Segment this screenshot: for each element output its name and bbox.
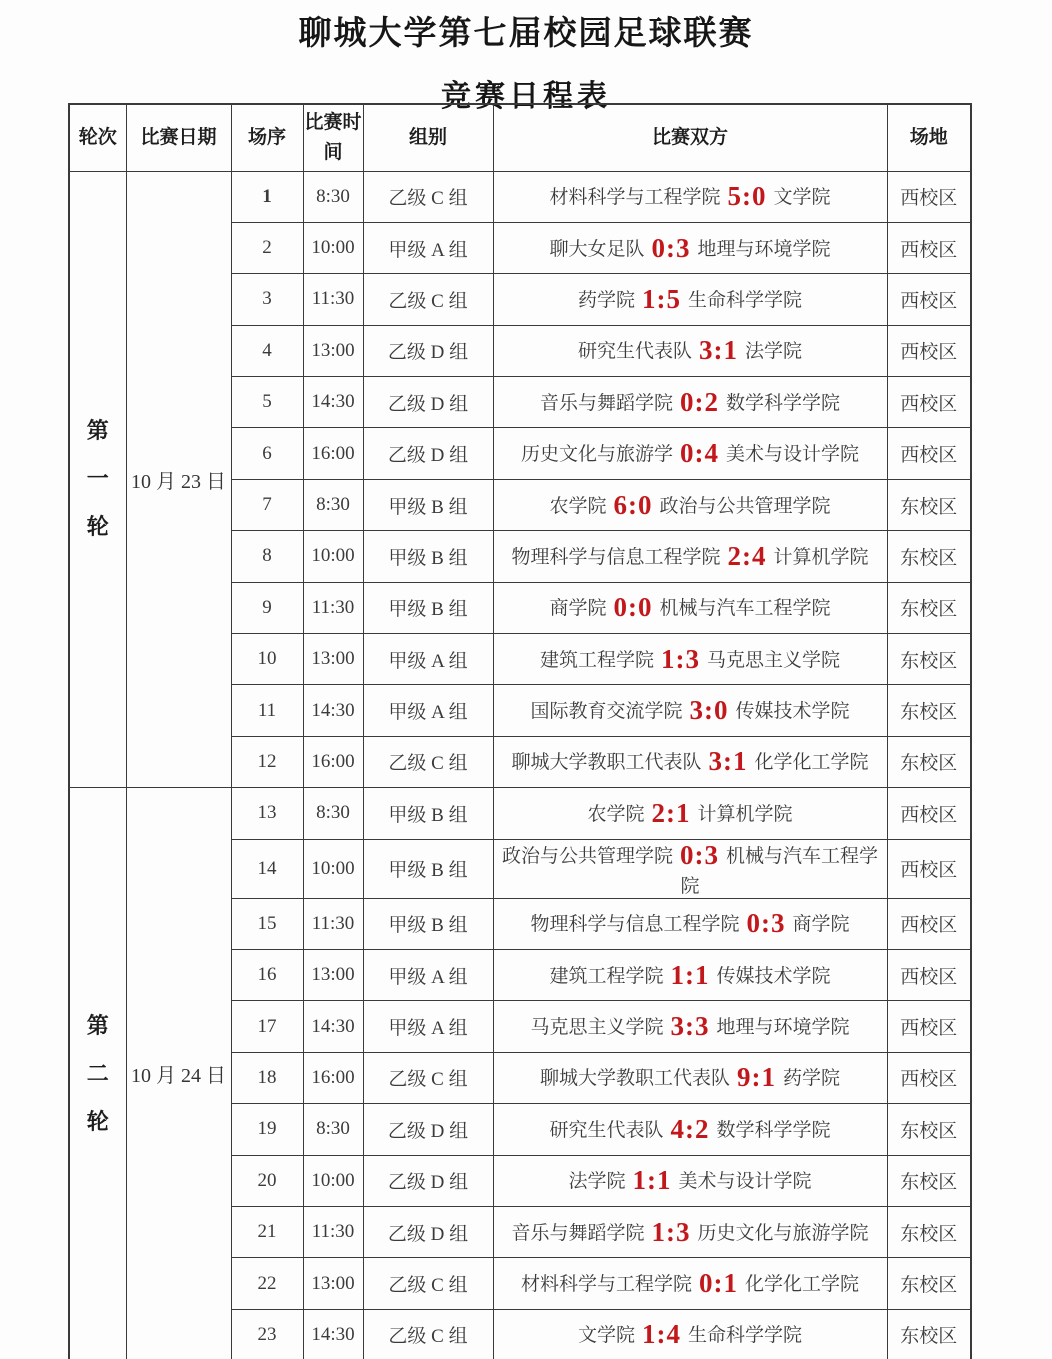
match-date: 10 月 23 日 xyxy=(126,171,231,788)
home-team: 音乐与舞蹈学院 xyxy=(539,392,673,414)
match-venue: 东校区 xyxy=(887,1258,971,1309)
match-venue: 西校区 xyxy=(887,949,971,1000)
match-score: 0:1 xyxy=(699,1268,738,1298)
table-row xyxy=(69,788,971,839)
match-time: 11:30 xyxy=(303,274,363,325)
match-venue: 西校区 xyxy=(887,171,971,222)
match-teams xyxy=(493,1309,887,1359)
match-group: 乙级 C 组 xyxy=(363,274,493,325)
match-teams xyxy=(493,1104,887,1155)
away-team: 计算机学院 xyxy=(773,546,869,568)
match-score: 6:0 xyxy=(613,489,653,520)
home-team: 建筑工程学院 xyxy=(539,649,654,671)
match-group: 甲级 A 组 xyxy=(363,949,493,1000)
home-team: 历史文化与旅游学 xyxy=(520,444,673,466)
schedule-body xyxy=(69,171,971,1359)
match-venue: 东校区 xyxy=(887,1206,971,1257)
match-number: 8 xyxy=(231,531,303,582)
match-number: 4 xyxy=(231,325,303,376)
match-score: 3:1 xyxy=(699,335,738,366)
match-teams xyxy=(493,222,887,273)
match-score: 1:3 xyxy=(661,643,700,674)
col-header-venue: 场地 xyxy=(887,104,971,171)
away-team: 历史文化与旅游学院 xyxy=(697,1222,869,1244)
match-score: 4:2 xyxy=(670,1113,710,1144)
col-header-time: 比赛时间 xyxy=(303,104,363,171)
match-venue: 东校区 xyxy=(887,1309,971,1359)
schedule-table xyxy=(68,103,972,1359)
match-teams xyxy=(493,531,887,582)
match-teams xyxy=(493,377,887,428)
away-team: 商学院 xyxy=(792,914,850,936)
match-venue: 西校区 xyxy=(887,428,971,479)
away-team: 文学院 xyxy=(773,187,831,209)
match-number: 9 xyxy=(231,582,303,633)
match-number: 3 xyxy=(231,274,303,325)
match-score: 3:3 xyxy=(670,1011,710,1042)
away-team: 马克思主义学院 xyxy=(707,649,841,671)
match-group: 甲级 B 组 xyxy=(363,582,493,633)
match-venue: 东校区 xyxy=(887,736,971,787)
match-score: 9:1 xyxy=(737,1062,776,1093)
match-group: 乙级 D 组 xyxy=(363,1206,493,1257)
match-group: 甲级 A 组 xyxy=(363,222,493,273)
away-team: 化学化工学院 xyxy=(754,752,869,774)
match-score: 3:0 xyxy=(689,695,729,726)
match-venue: 东校区 xyxy=(887,479,971,530)
home-team: 研究生代表队 xyxy=(549,1119,664,1141)
home-team: 农学院 xyxy=(587,803,645,825)
match-group: 乙级 D 组 xyxy=(363,428,493,479)
match-group: 乙级 C 组 xyxy=(363,171,493,222)
match-number: 2 xyxy=(231,222,303,273)
match-group: 甲级 B 组 xyxy=(363,898,493,949)
match-time: 11:30 xyxy=(303,1206,363,1257)
away-team: 美术与设计学院 xyxy=(678,1171,812,1193)
match-group: 甲级 B 组 xyxy=(363,788,493,839)
match-venue: 西校区 xyxy=(887,377,971,428)
match-score: 0:3 xyxy=(680,839,719,870)
away-team: 化学化工学院 xyxy=(745,1274,860,1295)
match-venue: 西校区 xyxy=(887,274,971,325)
match-teams xyxy=(493,1001,887,1052)
match-time: 11:30 xyxy=(303,582,363,633)
home-team: 物理科学与信息工程学院 xyxy=(530,914,740,936)
match-venue: 东校区 xyxy=(887,1104,971,1155)
match-venue: 西校区 xyxy=(887,839,971,898)
match-score: 1:3 xyxy=(651,1216,691,1247)
match-teams xyxy=(493,428,887,479)
match-time: 14:30 xyxy=(303,377,363,428)
match-date: 10 月 24 日 xyxy=(126,788,231,1359)
match-group: 乙级 C 组 xyxy=(363,1309,493,1359)
away-team: 美术与设计学院 xyxy=(726,444,860,466)
match-group: 甲级 B 组 xyxy=(363,479,493,530)
match-number: 19 xyxy=(231,1104,303,1155)
match-teams xyxy=(493,949,887,1000)
match-teams xyxy=(493,685,887,736)
match-number: 13 xyxy=(231,788,303,839)
match-venue: 西校区 xyxy=(887,788,971,839)
col-header-group: 组别 xyxy=(363,104,493,171)
match-score: 2:1 xyxy=(651,797,691,828)
match-number: 1 xyxy=(231,171,303,222)
col-header-date: 比赛日期 xyxy=(126,104,231,171)
home-team: 文学院 xyxy=(577,1325,635,1347)
col-header-teams: 比赛双方 xyxy=(493,104,887,171)
away-team: 地理与环境学院 xyxy=(716,1017,850,1039)
col-header-round: 轮次 xyxy=(69,104,126,171)
match-venue: 东校区 xyxy=(887,685,971,736)
match-group: 乙级 D 组 xyxy=(363,1155,493,1206)
round-label xyxy=(70,1012,126,1134)
match-time: 16:00 xyxy=(303,1052,363,1103)
round-label-char: 二 xyxy=(86,1060,109,1086)
match-number: 10 xyxy=(231,634,303,685)
match-venue: 西校区 xyxy=(887,325,971,376)
home-team: 政治与公共管理学院 xyxy=(501,845,673,867)
away-team: 传媒技术学院 xyxy=(716,965,831,987)
away-team: 数学科学学院 xyxy=(726,392,841,414)
page-subtitle: 竞赛日程表 xyxy=(441,80,611,113)
match-score: 3:1 xyxy=(708,746,748,777)
round-cell xyxy=(69,788,126,1359)
match-score: 1:4 xyxy=(642,1319,681,1350)
page-title: 聊城大学第七届校园足球联赛 xyxy=(298,16,754,52)
match-time: 13:00 xyxy=(303,325,363,376)
home-team: 音乐与舞蹈学院 xyxy=(511,1222,645,1244)
col-header-number: 场序 xyxy=(231,104,303,171)
home-team: 建筑工程学院 xyxy=(549,965,664,987)
round-label-char: 第 xyxy=(86,1012,109,1038)
round-label-char: 轮 xyxy=(86,1108,109,1134)
away-team: 生命科学学院 xyxy=(688,289,803,311)
match-time: 14:30 xyxy=(303,685,363,736)
match-group: 乙级 C 组 xyxy=(363,1258,493,1309)
match-number: 15 xyxy=(231,898,303,949)
match-group: 甲级 B 组 xyxy=(363,531,493,582)
round-cell xyxy=(69,171,126,788)
match-teams xyxy=(493,171,887,222)
match-group: 乙级 C 组 xyxy=(363,736,493,787)
match-teams xyxy=(493,634,887,685)
away-team: 传媒技术学院 xyxy=(735,701,850,723)
match-time: 10:00 xyxy=(303,839,363,898)
match-teams xyxy=(493,325,887,376)
home-team: 研究生代表队 xyxy=(577,341,692,363)
away-team: 药学院 xyxy=(783,1068,841,1090)
match-venue: 东校区 xyxy=(887,582,971,633)
match-group: 乙级 D 组 xyxy=(363,1104,493,1155)
match-teams xyxy=(493,1155,887,1206)
match-number: 18 xyxy=(231,1052,303,1103)
match-group: 甲级 B 组 xyxy=(363,839,493,898)
match-score: 5:0 xyxy=(727,181,767,212)
match-group: 甲级 A 组 xyxy=(363,1001,493,1052)
header-row xyxy=(69,104,971,171)
match-number: 16 xyxy=(231,949,303,1000)
match-score: 0:0 xyxy=(613,592,653,623)
away-team: 机械与汽车工程学院 xyxy=(659,598,831,620)
match-group: 乙级 D 组 xyxy=(363,377,493,428)
match-score: 0:2 xyxy=(680,386,719,417)
match-score: 0:4 xyxy=(680,438,719,469)
table-header xyxy=(69,104,971,171)
match-teams xyxy=(493,479,887,530)
table-row xyxy=(69,171,971,222)
match-number: 7 xyxy=(231,479,303,530)
away-team: 生命科学学院 xyxy=(688,1325,803,1347)
match-venue: 东校区 xyxy=(887,1155,971,1206)
match-time: 13:00 xyxy=(303,1258,363,1309)
away-team: 计算机学院 xyxy=(697,803,793,825)
match-time: 14:30 xyxy=(303,1309,363,1359)
home-team: 国际教育交流学院 xyxy=(530,701,683,723)
match-time: 8:30 xyxy=(303,1104,363,1155)
away-team: 地理与环境学院 xyxy=(697,238,831,260)
match-number: 11 xyxy=(231,685,303,736)
match-time: 10:00 xyxy=(303,222,363,273)
match-number: 21 xyxy=(231,1206,303,1257)
match-number: 20 xyxy=(231,1155,303,1206)
match-venue: 西校区 xyxy=(887,1052,971,1103)
match-teams xyxy=(493,788,887,839)
match-time: 16:00 xyxy=(303,736,363,787)
match-score: 0:3 xyxy=(746,908,786,939)
away-team: 数学科学学院 xyxy=(716,1119,831,1141)
match-venue: 西校区 xyxy=(887,222,971,273)
match-number: 23 xyxy=(231,1309,303,1359)
match-teams xyxy=(493,1206,887,1257)
home-team: 聊城大学教职工代表队 xyxy=(539,1068,730,1090)
match-time: 8:30 xyxy=(303,171,363,222)
match-score: 1:1 xyxy=(670,959,710,990)
match-number: 12 xyxy=(231,736,303,787)
match-time: 8:30 xyxy=(303,788,363,839)
home-team: 马克思主义学院 xyxy=(530,1017,664,1039)
match-venue: 西校区 xyxy=(887,898,971,949)
home-team: 法学院 xyxy=(568,1171,626,1193)
match-teams xyxy=(493,1258,887,1309)
home-team: 聊城大学教职工代表队 xyxy=(511,752,702,774)
match-score: 0:3 xyxy=(651,232,691,263)
match-teams xyxy=(493,736,887,787)
match-number: 5 xyxy=(231,377,303,428)
home-team: 材料科学与工程学院 xyxy=(549,187,721,209)
match-number: 6 xyxy=(231,428,303,479)
match-venue: 西校区 xyxy=(887,1001,971,1052)
away-team: 法学院 xyxy=(745,341,803,363)
match-number: 17 xyxy=(231,1001,303,1052)
match-group: 乙级 D 组 xyxy=(363,325,493,376)
home-team: 药学院 xyxy=(577,289,635,311)
match-time: 10:00 xyxy=(303,531,363,582)
round-label-char: 轮 xyxy=(86,514,109,540)
match-score: 1:1 xyxy=(632,1165,672,1196)
match-score: 1:5 xyxy=(642,283,681,314)
match-time: 16:00 xyxy=(303,428,363,479)
match-teams xyxy=(493,898,887,949)
match-teams xyxy=(493,839,887,898)
match-group: 甲级 A 组 xyxy=(363,634,493,685)
home-team: 商学院 xyxy=(549,598,607,620)
round-label-char: 第 xyxy=(86,418,109,444)
match-score: 2:4 xyxy=(727,540,767,571)
round-label xyxy=(70,420,126,538)
match-time: 11:30 xyxy=(303,898,363,949)
match-teams xyxy=(493,274,887,325)
match-time: 13:00 xyxy=(303,949,363,1000)
match-time: 8:30 xyxy=(303,479,363,530)
round-label-char: 一 xyxy=(86,466,109,492)
match-venue: 东校区 xyxy=(887,531,971,582)
match-number: 14 xyxy=(231,839,303,898)
home-team: 物理科学与信息工程学院 xyxy=(511,546,721,568)
match-teams xyxy=(493,1052,887,1103)
match-group: 乙级 C 组 xyxy=(363,1052,493,1103)
match-time: 14:30 xyxy=(303,1001,363,1052)
away-team: 机械与汽车工程学院 xyxy=(680,845,879,897)
match-time: 10:00 xyxy=(303,1155,363,1206)
match-venue: 东校区 xyxy=(887,634,971,685)
home-team: 农学院 xyxy=(549,495,607,517)
match-time: 13:00 xyxy=(303,634,363,685)
match-teams xyxy=(493,582,887,633)
match-group: 甲级 A 组 xyxy=(363,685,493,736)
home-team: 材料科学与工程学院 xyxy=(520,1274,692,1295)
home-team: 聊大女足队 xyxy=(549,238,645,260)
away-team: 政治与公共管理学院 xyxy=(659,495,831,517)
match-number: 22 xyxy=(231,1258,303,1309)
